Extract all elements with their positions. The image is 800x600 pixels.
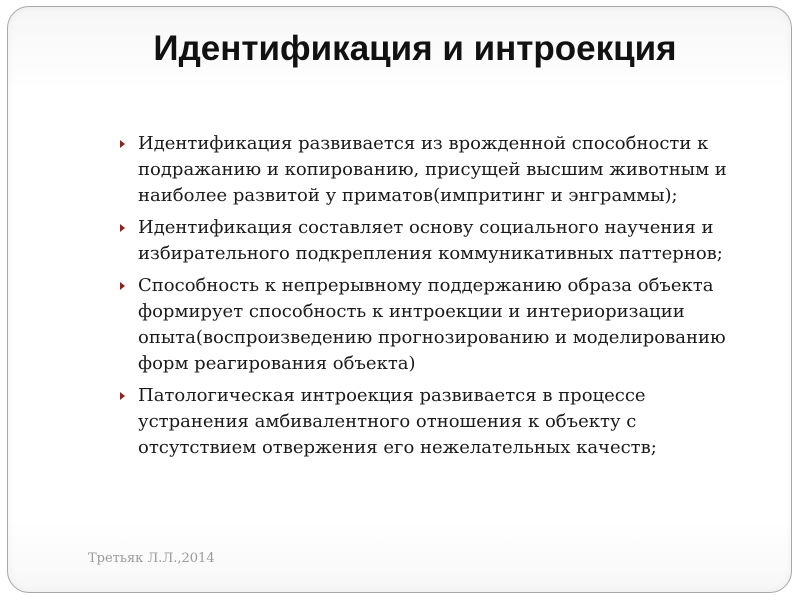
triangle-bullet-icon — [120, 282, 125, 290]
slide-title: Идентификация и интроекция — [153, 29, 677, 68]
triangle-bullet-icon — [120, 140, 125, 148]
triangle-bullet-icon — [120, 224, 125, 232]
bullet-text: Идентификация составляет основу социального научения и избирательного подкрепления коммуникативных паттернов; — [138, 217, 723, 264]
bullet-text: Способность к непрерывному поддержанию образа объекта формирует способность к интроекции и интериоризации опыта(воспроизведению прогнозированию и моделированию форм реагирования объекта) — [138, 275, 726, 374]
bullet-text: Патологическая интроекция развивается в процессе устранения амбивалентного отношения к объекту с отсутствием отвержения его нежелательных качеств; — [138, 385, 657, 458]
triangle-bullet-icon — [120, 392, 125, 400]
bullet-item — [118, 273, 758, 377]
bullet-list — [118, 131, 758, 467]
bullet-item — [118, 131, 758, 209]
footer-author: Третьяк Л.Л.,2014 — [88, 551, 215, 566]
bullet-item — [118, 383, 758, 461]
bullet-text: Идентификация развивается из врожденной способности к подражанию и копированию, присущей высшим животным и наиболее развитой у приматов(импритинг и энграммы); — [138, 133, 727, 206]
bullet-item — [118, 215, 758, 267]
